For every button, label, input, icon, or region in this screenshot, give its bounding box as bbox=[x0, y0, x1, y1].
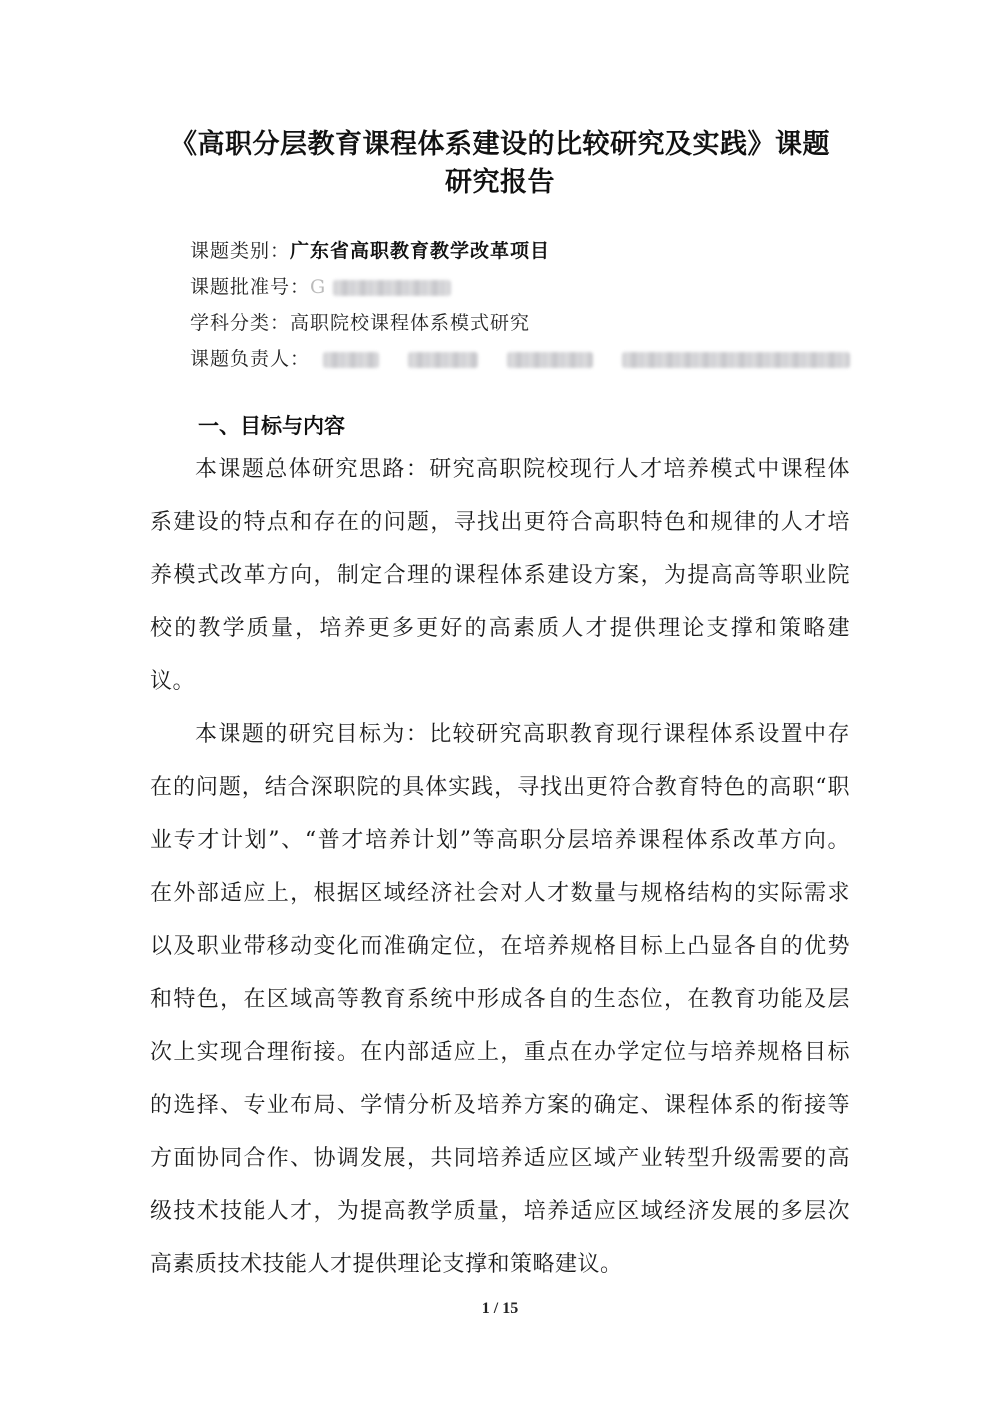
paragraph-line: 级技术技能人才，为提高教学质量，培养适应区域经济发展的多层次 bbox=[150, 1199, 850, 1224]
redacted-leader-name-3 bbox=[507, 352, 593, 368]
meta-approval-label: 课题批准号： bbox=[190, 276, 311, 298]
paragraph-line: 本课题的研究目标为：比较研究高职教育现行课程体系设置中存 bbox=[195, 722, 850, 747]
meta-subject-value: 高职院校课程体系模式研究 bbox=[290, 312, 531, 334]
meta-leader-label: 课题负责人： bbox=[190, 348, 311, 370]
paragraph-line: 在外部适应上，根据区域经济社会对人才数量与规格结构的实际需求 bbox=[150, 881, 850, 906]
section-heading: 一、目标与内容 bbox=[198, 414, 345, 438]
meta-category-value: 广东省高职教育教学改革项目 bbox=[290, 240, 551, 262]
document-title-line-2: 研究报告 bbox=[445, 167, 555, 198]
paragraph-line: 的选择、专业布局、学情分析及培养方案的确定、课程体系的衔接等 bbox=[150, 1093, 850, 1118]
paragraph-line: 业专才计划”、“普才培养计划”等高职分层培养课程体系改革方向。 bbox=[150, 828, 850, 853]
meta-approval-value: G bbox=[310, 276, 327, 298]
paragraph-line: 校的教学质量，培养更多更好的高素质人才提供理论支撑和策略建 bbox=[150, 616, 850, 641]
page-number: 1 / 15 bbox=[481, 1300, 519, 1317]
paragraph-line: 养模式改革方向，制定合理的课程体系建设方案，为提高高等职业院 bbox=[150, 563, 850, 588]
meta-category-label: 课题类别： bbox=[190, 240, 291, 262]
paragraph-line: 和特色，在区域高等教育系统中形成各自的生态位，在教育功能及层 bbox=[150, 987, 850, 1012]
paragraph-line: 高素质技术技能人才提供理论支撑和策略建议。 bbox=[150, 1252, 623, 1277]
document-title-line-1: 《高职分层教育课程体系建设的比较研究及实践》课题 bbox=[170, 129, 830, 160]
meta-subject bbox=[190, 308, 530, 335]
redacted-leader-name-1 bbox=[323, 352, 379, 368]
paragraph-line: 次上实现合理衔接。在内部适应上，重点在办学定位与培养规格目标 bbox=[150, 1040, 850, 1065]
meta-category bbox=[190, 236, 550, 263]
paragraph-line: 本课题总体研究思路：研究高职院校现行人才培养模式中课程体 bbox=[195, 457, 850, 482]
paragraph-line: 方面协同合作、协调发展，共同培养适应区域产业转型升级需要的高 bbox=[150, 1146, 850, 1171]
meta-approval-number bbox=[190, 272, 451, 299]
redacted-approval-number bbox=[333, 280, 451, 296]
meta-subject-label: 学科分类： bbox=[190, 312, 291, 334]
paragraph-line: 在的问题，结合深职院的具体实践，寻找出更符合教育特色的高职“职 bbox=[150, 775, 850, 800]
meta-leader bbox=[190, 344, 850, 371]
redacted-leader-name-4 bbox=[622, 352, 850, 368]
redacted-leader-name-2 bbox=[408, 352, 478, 368]
paragraph-line: 系建设的特点和存在的问题，寻找出更符合高职特色和规律的人才培 bbox=[150, 510, 850, 535]
paragraph-line: 议。 bbox=[150, 669, 196, 694]
paragraph-line: 以及职业带移动变化而准确定位，在培养规格目标上凸显各自的优势 bbox=[150, 934, 850, 959]
